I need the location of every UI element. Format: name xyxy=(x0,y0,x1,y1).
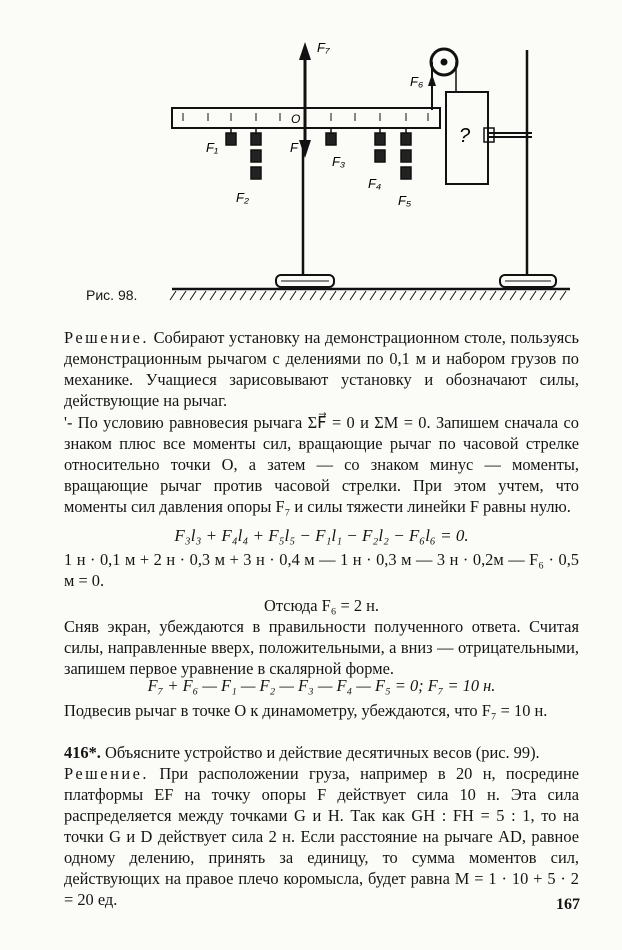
equation-forces: F₇ + F₆ — F₁ — F₂ — F₃ — F₄ — F₅ = 0; F₇ = 10 н. xyxy=(147,676,496,695)
pivot-label-o: O xyxy=(291,112,301,126)
label-f7: F₇ xyxy=(317,40,330,55)
paragraph-dynamometer: Подвесив рычаг в точке O к динамометру, убеждаются, что F₇ = 10 н. xyxy=(64,701,548,720)
solution-paragraph-1: Решение. Собирают установку на демонстрационном столе, пользуясь демонстрационным рычагом с делениями по 0,1 м и набором грузов по механике. Учащиеся зарисовывают установку и обозначают силы, действующие на рычаг. xyxy=(64,328,579,410)
screen-question: ? xyxy=(459,125,471,147)
page-number: 167 xyxy=(556,896,580,913)
solution-paragraph-2: '- По условию равновесия рычага ΣF⃗ = 0 и ΣM = 0. Запишем сначала со знаком плюс все моменты сил, вращающие рычаг по часовой стрелке относительно точки O, а затем — со знаком минус — моменты, вращающие рычаг против часовой стрелки. При этом учтем, что моменты сил давления опоры F₇ и силы тяжести линейки F равны нулю. xyxy=(64,413,579,516)
label-f3: F₃ xyxy=(332,154,346,169)
label-f: F xyxy=(290,140,298,155)
problem-416: 416*. Объясните устройство и действие десятичных весов (рис. 99). xyxy=(64,743,540,762)
left-stand xyxy=(276,140,334,287)
equation-result: Отсюда F₆ = 2 н. xyxy=(263,596,380,615)
force-arrows xyxy=(299,42,311,158)
label-f5: F₅ xyxy=(398,193,412,208)
figure-caption: Рис. 98. xyxy=(86,287,138,303)
label-f1: F₁ xyxy=(206,140,219,155)
paragraph-check: Сняв экран, убеждаются в правильности полученного ответа. Считая силы, направленные вверх, положительными, а вниз — отрицательными, запишем первое уравнение в скалярной форме. xyxy=(64,617,579,678)
pulley xyxy=(428,49,457,110)
solution-paragraph-416: Решение. При расположении груза, например в 20 н, посредине платформы EF на точку опоры F действует сила 10 н. Эта сила распределяется между точками G и H. Так как GH : FH = 5 : 1, то на точки G и D действует сила 2 н. Если расстояние на рычаге AD, равное одному делению, принять за единицу, то сумма моментов сил, действующих на правое плечо коромысла, будет равна M = 1 · 10 + 5 · 2 = 20 ед. xyxy=(64,764,579,909)
lever-figure xyxy=(0,0,622,320)
right-stand xyxy=(484,50,556,287)
label-f6: F₆ xyxy=(410,74,424,89)
label-f4: F₄ xyxy=(368,176,382,191)
label-f2: F₂ xyxy=(236,190,249,205)
weights xyxy=(226,128,411,179)
equation-numeric: 1 н · 0,1 м + 2 н · 0,3 м + 3 н · 0,4 м — 1 н · 0,3 м — 3 н · 0,2м — F₆ · 0,5 м = 0. xyxy=(64,550,579,590)
equation-moments: F₃l₃ + F₄l₄ + F₅l₅ − F₁l₁ − F₂l₂ − F₆l₆ = 0. xyxy=(174,526,469,545)
solution-heading: Решение. xyxy=(64,328,149,347)
problem-number: 416*. xyxy=(64,743,101,762)
